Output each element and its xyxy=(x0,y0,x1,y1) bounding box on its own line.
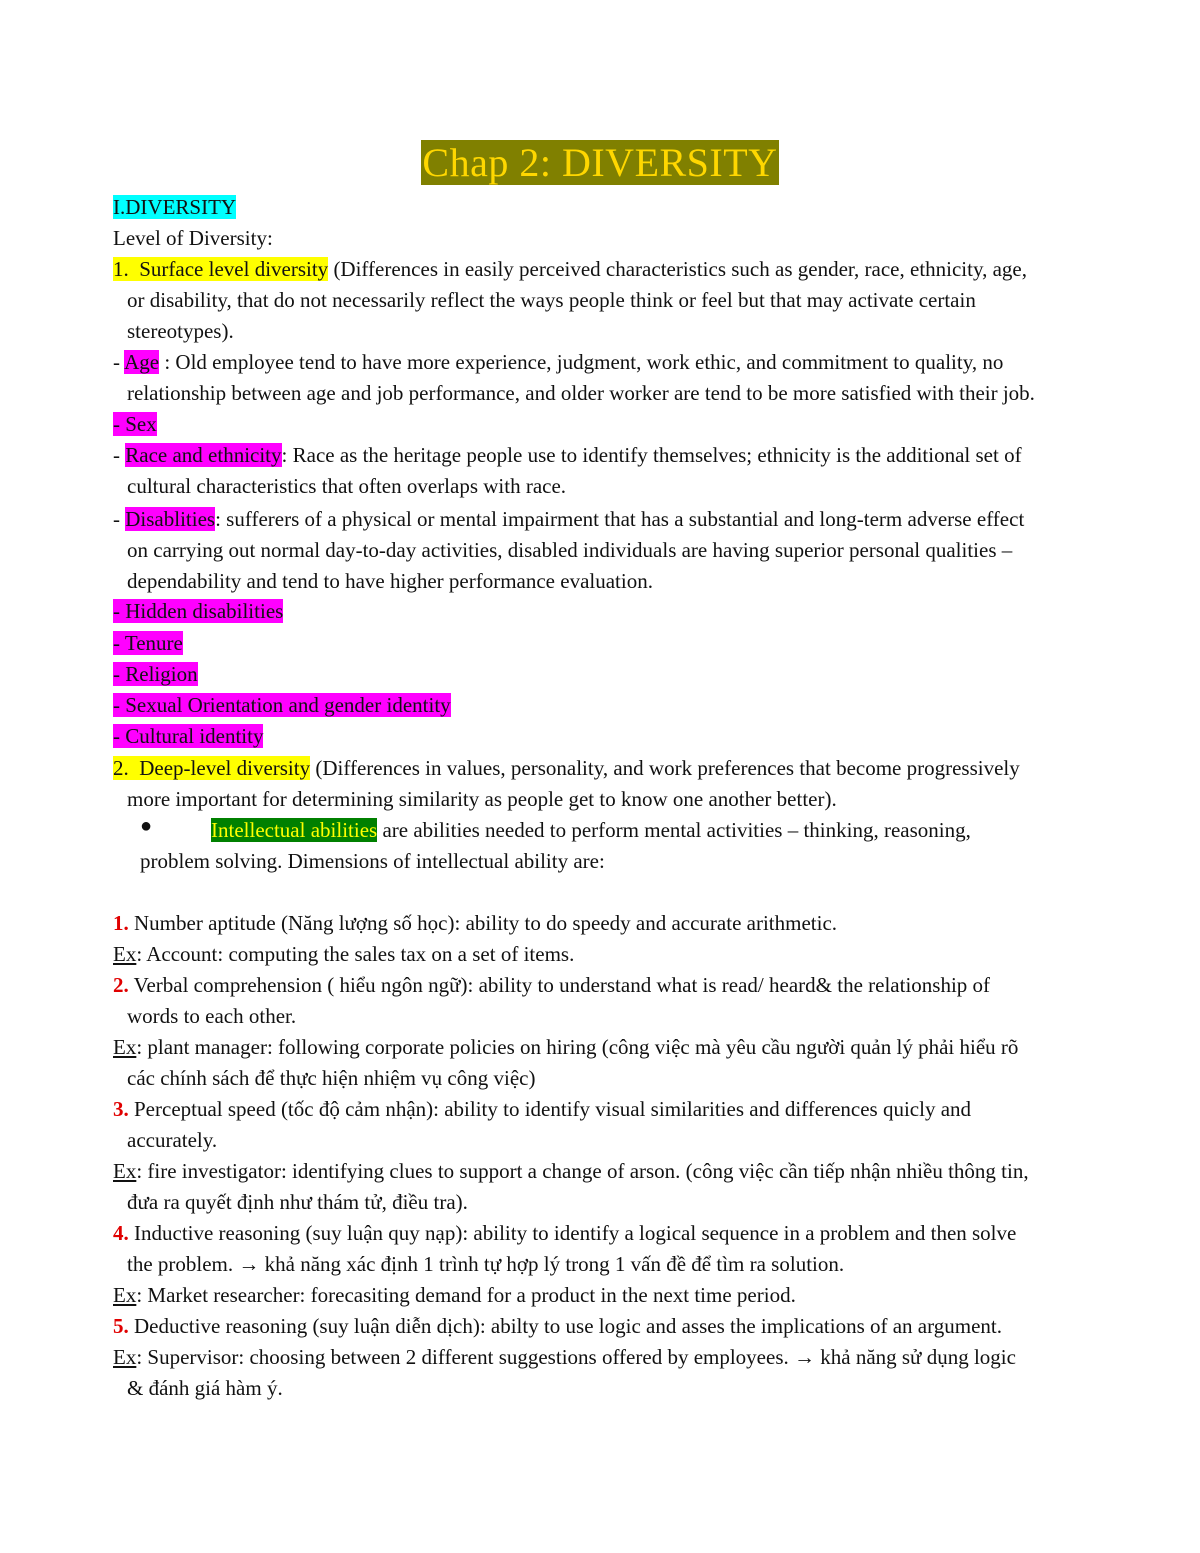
sex-item: - Sex xyxy=(113,412,157,436)
ability-item: 5. Deductive reasoning (suy luận diễn dịch): abilty to use logic and asses the implications of an argument. xyxy=(113,1314,1002,1338)
surface-desc-line: stereotypes). xyxy=(127,319,234,343)
example-desc-line: các chính sách để thực hiện nhiệm vụ công việc) xyxy=(127,1066,536,1090)
intellectual-desc-line: problem solving. Dimensions of intellectual ability are: xyxy=(140,849,605,873)
disabilities-item: - Disablities: sufferers of a physical or mental impairment that has a substantial and long-term adverse effect xyxy=(113,507,1025,531)
disabilities-desc-line: on carrying out normal day-to-day activities, disabled individuals are having superior personal qualities – xyxy=(127,538,1013,562)
race-desc-line: cultural characteristics that often overlaps with race. xyxy=(127,474,567,498)
example-line: Ex: Market researcher: forecasiting demand for a product in the next time period. xyxy=(113,1283,796,1307)
disabilities-desc-line: dependability and tend to have higher performance evaluation. xyxy=(127,569,653,593)
deep-desc-line: more important for determining similarity as people get to know one another better). xyxy=(127,787,837,811)
example-line: Ex: Account: computing the sales tax on a set of items. xyxy=(113,942,575,966)
ability-item: 4. Inductive reasoning (suy luận quy nạp): ability to identify a logical sequence in a problem and then solve xyxy=(113,1221,1017,1245)
surface-desc-line: or disability, that do not necessarily reflect the ways people think or feel but that may activate certain xyxy=(127,288,976,312)
ability-desc-line: accurately. xyxy=(127,1128,218,1152)
section-heading: I.DIVERSITY xyxy=(113,195,237,219)
example-desc-line: đưa ra quyết định như thám tử, điều tra). xyxy=(127,1190,468,1214)
surface-level-item: 1. Surface level diversity (Differences in easily perceived characteristics such as gender, race, ethnicity, age, xyxy=(113,257,1028,281)
page-title: Chap 2: DIVERSITY xyxy=(422,140,778,185)
example-desc-line: & đánh giá hàm ý. xyxy=(127,1376,283,1400)
religion-item: - Religion xyxy=(113,662,198,686)
age-desc-line: relationship between age and job performance, and older worker are tend to be more satisfied with their job. xyxy=(127,381,1035,405)
hidden-disabilities-item: - Hidden disabilities xyxy=(113,599,284,623)
ability-item: 2. Verbal comprehension ( hiểu ngôn ngữ): ability to understand what is read/ heard& the relationship of xyxy=(113,973,991,997)
sexual-orientation-item: - Sexual Orientation and gender identity xyxy=(113,693,451,717)
cultural-identity-item: - Cultural identity xyxy=(113,724,264,748)
example-line: Ex: fire investigator: identifying clues to support a change of arson. (công việc cần tiếp nhận nhiều thông tin, xyxy=(113,1159,1029,1183)
ability-desc-line: the problem. → khả năng xác định 1 trình tự hợp lý trong 1 vấn đề để tìm ra solution. xyxy=(127,1252,845,1276)
ability-item: 3. Perceptual speed (tốc độ cảm nhận): ability to identify visual similarities and differences quicly and xyxy=(113,1097,972,1121)
example-line: Ex: Supervisor: choosing between 2 different suggestions offered by employees. → khả năng sử dụng logic xyxy=(113,1345,1016,1369)
level-label: Level of Diversity: xyxy=(113,226,273,250)
race-item: - Race and ethnicity: Race as the heritage people use to identify themselves; ethnicity is the additional set of xyxy=(113,443,1022,467)
tenure-item: - Tenure xyxy=(113,631,183,655)
ability-desc-line: words to each other. xyxy=(127,1004,297,1028)
ability-item: 1. Number aptitude (Năng lượng số học): ability to do speedy and accurate arithmetic. xyxy=(113,911,838,935)
deep-level-item: 2. Deep-level diversity (Differences in values, personality, and work preferences that become progressively xyxy=(113,756,1020,780)
bullet-icon: ● xyxy=(140,815,153,837)
intellectual-abilities-item: Intellectual abilities are abilities needed to perform mental activities – thinking, reasoning, xyxy=(211,818,971,842)
age-item: - Age : Old employee tend to have more experience, judgment, work ethic, and commitment to quality, no xyxy=(113,350,1004,374)
example-line: Ex: plant manager: following corporate policies on hiring (công việc mà yêu cầu người quản lý phải hiểu rõ xyxy=(113,1035,1019,1059)
